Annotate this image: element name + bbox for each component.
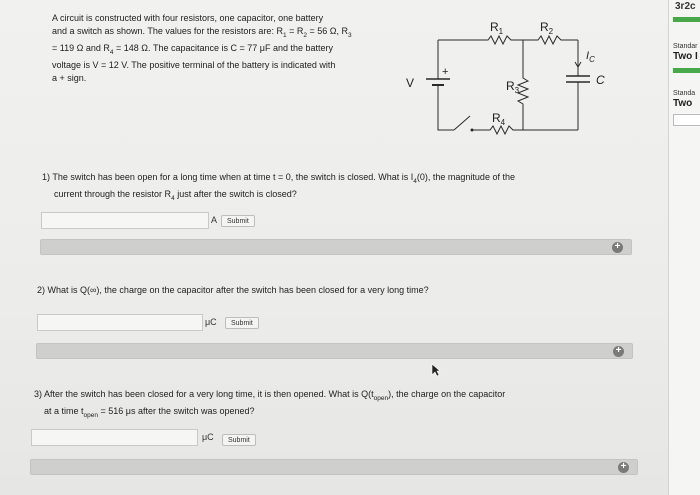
- mouse-cursor-icon: [431, 363, 441, 377]
- unit-label-2: μC: [205, 317, 217, 327]
- ic-label: $I_C$: [586, 50, 595, 64]
- answer-input-2[interactable]: [37, 314, 203, 331]
- answer-input-1[interactable]: [41, 212, 209, 229]
- r4-label: $R_4$: [492, 111, 506, 127]
- submit-button-2[interactable]: Submit: [225, 317, 259, 329]
- problem-line-5: a + sign.: [52, 72, 87, 83]
- sidebar-item-2[interactable]: Two: [673, 98, 693, 109]
- problem-line-2: and a switch as shown. The values for the resistors are: $R_1 = R_2 = 56$ Ω, $R_3$: [52, 25, 352, 39]
- question-3: 3) After the switch has been closed for a very long time, it is then opened. What is $Q(t_{open})$, the charge on the capacitor at a time $t_{open} = 516$ μs after the switch was opened?: [34, 389, 506, 419]
- hint-bar-1[interactable]: [40, 239, 632, 255]
- problem-line-3: = 119 Ω and $R_4 = 148$ Ω. The capacitance is C = 77 μF and the battery: [52, 42, 334, 56]
- expand-icon[interactable]: +: [618, 462, 629, 473]
- circuit-diagram: [398, 12, 628, 152]
- r1-label: $R_1$: [490, 20, 504, 36]
- sidebar-top-label: 3r2c: [675, 1, 696, 12]
- unit-label-3: μC: [202, 432, 214, 442]
- sidebar-box: [673, 114, 700, 126]
- unit-label-1: A: [211, 215, 218, 225]
- expand-icon[interactable]: +: [612, 242, 623, 253]
- question-1: 1) The switch has been open for a long time when at time t = 0, the switch is closed. What is $I_4(0)$, the magnitude of the current through the resistor $R_4$ just after the switch is closed?: [42, 172, 515, 202]
- r3-label: $R_3$: [506, 79, 520, 95]
- right-sidebar: [668, 0, 700, 495]
- plus-label: +: [442, 66, 449, 78]
- sidebar-item-1[interactable]: Two I: [673, 51, 698, 62]
- hint-bar-2[interactable]: [36, 343, 633, 359]
- progress-bar-2: [673, 68, 700, 73]
- problem-line-4: voltage is V = 12 V. The positive terminal of the battery is indicated with: [52, 60, 336, 71]
- r2-label: $R_2$: [540, 20, 554, 36]
- sidebar-item-2-small: Standa: [673, 90, 696, 97]
- answer-input-3[interactable]: [31, 429, 198, 446]
- expand-icon[interactable]: +: [613, 346, 624, 357]
- hint-bar-3[interactable]: [30, 459, 638, 475]
- problem-line-1: A circuit is constructed with four resistors, one capacitor, one battery: [52, 13, 324, 23]
- v-label: V: [406, 76, 415, 90]
- c-label: C: [596, 73, 605, 87]
- question-2: 2) What is Q(∞), the charge on the capacitor after the switch has been closed for a very long time?: [37, 285, 429, 295]
- sidebar-item-1-small: Standar: [673, 43, 698, 50]
- problem-statement: [52, 12, 402, 84]
- submit-button-1[interactable]: Submit: [221, 215, 255, 227]
- progress-bar-1: [673, 17, 700, 22]
- submit-button-3[interactable]: Submit: [222, 434, 256, 446]
